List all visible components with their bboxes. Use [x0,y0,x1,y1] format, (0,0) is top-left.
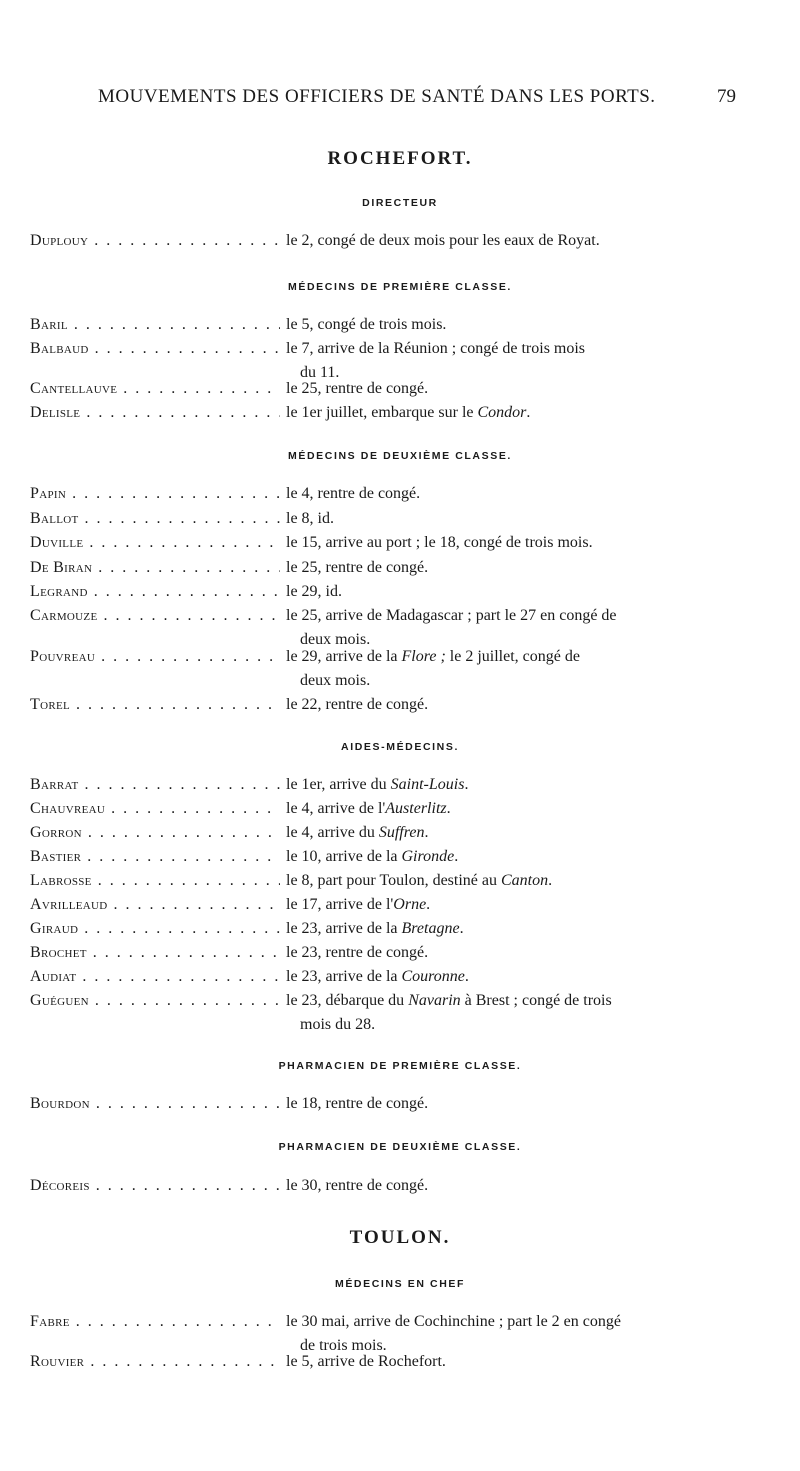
toulon-title: TOULON. [349,1227,451,1248]
entry-text-after: . [464,968,469,985]
entry-text-after: . [426,896,431,913]
entry-text-after: . [424,824,429,841]
section-heading: DIRECTEUR [362,197,438,209]
ship-name: Saint-Louis [390,776,465,793]
entry-text-main: le 4, arrive du [286,824,379,841]
officer-name: Ballot . . . [30,507,280,531]
officer-name: Duville . . . [30,531,280,555]
entry-text-after: . [459,920,464,937]
ship-name: Suffren [378,824,425,841]
entry-text [286,556,768,580]
section-heading: PHARMACIEN DE DEUXIÈME CLASSE. [278,1141,522,1153]
entry-text [286,693,768,717]
entry-text-continuation: mois du 28. [300,1016,376,1033]
officer-name: Delisle . . . [30,401,280,425]
officer-name: Gorron . . . [30,821,280,845]
ship-name: Couronne [401,968,465,985]
section-heading: AIDES-MÉDECINS. [341,741,459,753]
entry-text [286,893,768,917]
officer-name: Torel . . . [30,693,280,717]
entry-text [286,645,768,693]
entry-text [286,377,768,401]
officer-name: Audiat . . . [30,965,280,989]
entry-text-main: le 10, arrive de la [286,848,402,865]
entry-text [286,869,768,893]
entry-text-after: . [464,776,469,793]
entry-text-main: le 15, arrive au port ; le 18, congé de trois mois. [286,534,593,551]
page-number: 79 [717,86,736,107]
ship-name: Bretagne [401,920,460,937]
entry-text-main: le 1er, arrive du [286,776,391,793]
entry-text [286,229,768,253]
officer-name: Fabre . . . [30,1310,280,1334]
ship-name: Navarin [408,992,461,1009]
entry-text [286,989,768,1037]
entry-text-main: le 25, rentre de congé. [286,559,429,576]
running-title: MOUVEMENTS DES OFFICIERS DE SANTÉ DANS LES PORTS. [98,86,656,107]
entry-text-main: le 25, rentre de congé. [286,380,429,397]
entry-text [286,1174,768,1198]
entry-text-main: le 23, débarque du [286,992,409,1009]
entry-text-main: le 23, arrive de la [286,968,402,985]
entry-text [286,482,768,506]
entry-text-main: le 29, arrive de la [286,648,402,665]
entry-text [286,917,768,941]
officer-name: Legrand . . . [30,580,280,604]
entry-text [286,773,768,797]
section-heading: MÉDECINS DE DEUXIÈME CLASSE. [288,450,512,462]
officer-name: Chauvreau . . . [30,797,280,821]
entry-text-main: le 23, arrive de la [286,920,402,937]
entry-text [286,580,768,604]
entry-text-main: le 7, arrive de la Réunion ; congé de trois mois [286,340,586,357]
entry-text-main: le 1er juillet, embarque sur le [286,404,478,421]
entry-text-main: le 30, rentre de congé. [286,1177,429,1194]
rochefort-title: ROCHEFORT. [327,148,473,169]
entry-text [286,401,768,425]
officer-name: Avrilleaud . . . [30,893,280,917]
entry-text-main: le 5, congé de trois mois. [286,316,447,333]
entry-text-continuation: deux mois. [300,631,371,648]
entry-text-main: le 25, arrive de Madagascar ; part le 27 en congé de [286,607,617,624]
section-heading: PHARMACIEN DE PREMIÈRE CLASSE. [278,1060,522,1072]
entry-text-continuation: deux mois. [300,672,371,689]
section-heading: MÉDECINS EN CHEF [334,1278,466,1290]
officer-name: Labrosse . . . [30,869,280,893]
officer-name: Cantellauve . . . [30,377,280,401]
entry-text-main: le 8, part pour Toulon, destiné au [286,872,501,889]
officer-name: Giraud . . . [30,917,280,941]
officer-name: Baril . . . [30,313,280,337]
ship-name: Gironde [401,848,455,865]
entry-text-main: le 8, id. [286,510,334,527]
entry-text-after: le 2 juillet, congé de [445,648,580,665]
officer-name: Pouvreau . . . [30,645,280,669]
officer-name: Barrat . . . [30,773,280,797]
entry-text-after: . [454,848,459,865]
officer-name: Balbaud . . . [30,337,280,361]
officer-name: Duplouy . . . [30,229,280,253]
entry-text [286,1350,768,1374]
entry-text-after: à Brest ; congé de trois [460,992,612,1009]
officer-name: Décoreis . . . [30,1174,280,1198]
entry-text-main: le 4, rentre de congé. [286,485,421,502]
entry-text-main: le 30 mai, arrive de Cochinchine ; part le 2 en congé [286,1313,621,1330]
officer-name: Rouvier . . . [30,1350,280,1374]
entry-text-after: . [548,872,553,889]
entry-text [286,845,768,869]
entry-text-after: . [526,404,531,421]
entry-text [286,313,768,337]
officer-name: De Biran . . . [30,556,280,580]
entry-text-main: le 23, rentre de congé. [286,944,429,961]
entry-text [286,941,768,965]
officer-name: Bourdon . . . [30,1092,280,1116]
entry-text [286,821,768,845]
entry-text-after: . [446,800,451,817]
officer-name: Papin . . . [30,482,280,506]
entry-text-continuation: du 11. [300,364,340,381]
entry-text-main: le 18, rentre de congé. [286,1095,429,1112]
officer-name: Brochet . . . [30,941,280,965]
entry-text-main: le 5, arrive de Rochefort. [286,1353,446,1370]
ship-name: Condor [477,404,527,421]
entry-text-main: le 2, congé de deux mois pour les eaux de Royat. [286,232,600,249]
ship-name: Austerlitz [385,800,447,817]
entry-text [286,797,768,821]
officer-name: Guéguen . . . [30,989,280,1013]
entry-text [286,1092,768,1116]
section-heading: MÉDECINS DE PREMIÈRE CLASSE. [288,281,512,293]
ship-name: Flore ; [401,648,446,665]
entry-text-main: le 4, arrive de l' [286,800,386,817]
officer-name: Bastier . . . [30,845,280,869]
entry-text [286,531,768,555]
entry-text-continuation: de trois mois. [300,1337,387,1354]
ship-name: Canton [500,872,549,889]
entry-text-main: le 29, id. [286,583,342,600]
ship-name: Orne [393,896,427,913]
entry-text-main: le 22, rentre de congé. [286,696,429,713]
entry-text [286,965,768,989]
officer-name: Carmouze . . . [30,604,280,628]
entry-text-main: le 17, arrive de l' [286,896,394,913]
entry-text [286,507,768,531]
